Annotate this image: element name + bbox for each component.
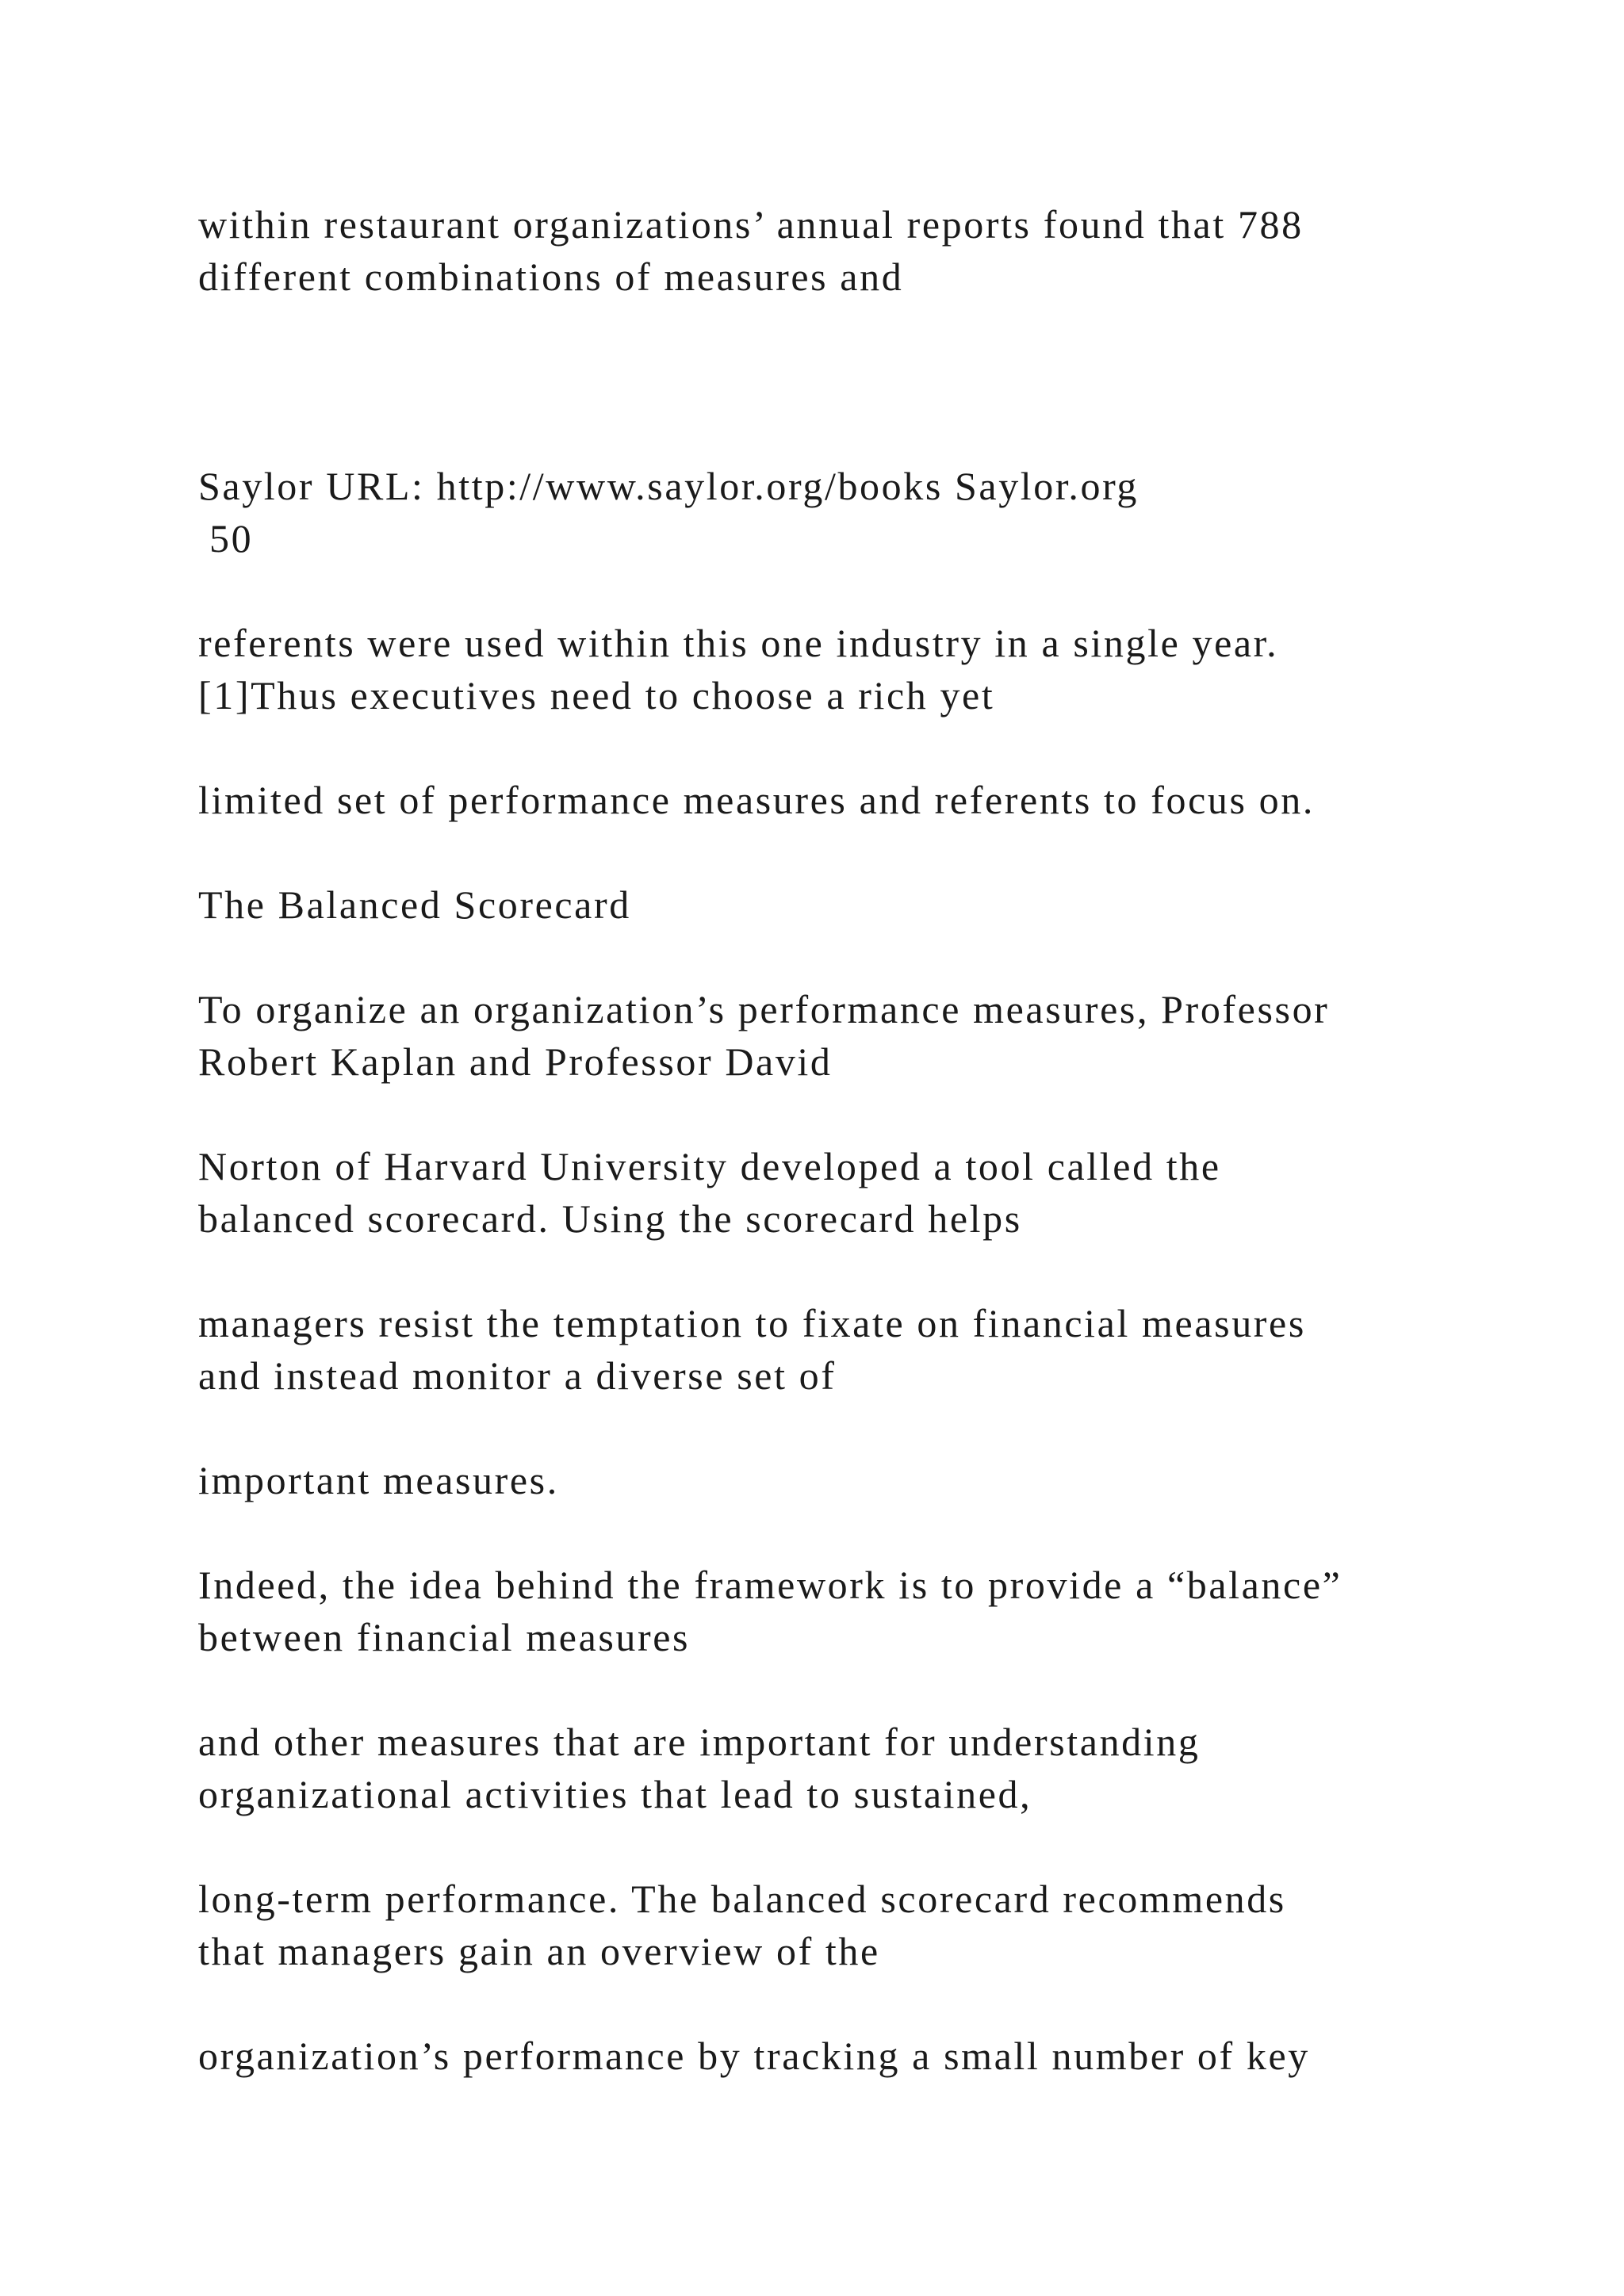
paragraph-other-measures bbox=[198, 1716, 1546, 1820]
text-line: To organize an organization’s performance measures, Professor bbox=[198, 987, 1330, 1031]
page-footer bbox=[198, 460, 1546, 564]
text-line: long-term performance. The balanced scorecard recommends bbox=[198, 1877, 1286, 1921]
text-line: managers resist the temptation to fixate on financial measures bbox=[198, 1301, 1306, 1345]
text-line: within restaurant organizations’ annual reports found that 788 bbox=[198, 202, 1304, 247]
text-line: referents were used within this one industry in a single year. bbox=[198, 621, 1279, 665]
text-line: different combinations of measures and bbox=[198, 254, 904, 299]
footer-source-url: Saylor URL: http://www.saylor.org/books Saylor.org bbox=[198, 464, 1139, 508]
paragraph-important-measures bbox=[198, 1454, 1546, 1506]
text-line: Indeed, the idea behind the framework is to provide a “balance” bbox=[198, 1563, 1342, 1607]
text-line: and instead monitor a diverse set of bbox=[198, 1353, 837, 1398]
text-line: balanced scorecard. Using the scorecard helps bbox=[198, 1196, 1022, 1241]
text-line: Norton of Harvard University developed a tool called the bbox=[198, 1144, 1221, 1188]
paragraph-long-term bbox=[198, 1873, 1546, 1977]
page-number: 50 bbox=[209, 516, 254, 561]
text-line: limited set of performance measures and referents to focus on. bbox=[198, 778, 1315, 822]
section-heading bbox=[198, 878, 1546, 931]
text-line: important measures. bbox=[198, 1458, 559, 1502]
text-line: between financial measures bbox=[198, 1615, 691, 1659]
text-line: Robert Kaplan and Professor David bbox=[198, 1039, 833, 1084]
paragraph-balance bbox=[198, 1559, 1546, 1663]
paragraph-referents bbox=[198, 617, 1546, 721]
paragraph-organize-measures bbox=[198, 983, 1546, 1088]
paragraph-restaurant-measures bbox=[198, 198, 1546, 303]
text-line: that managers gain an overview of the bbox=[198, 1929, 880, 1973]
text-line: organizational activities that lead to sustained, bbox=[198, 1772, 1032, 1816]
text-line: [1]Thus executives need to choose a rich yet bbox=[198, 673, 995, 718]
text-line: and other measures that are important for understanding bbox=[198, 1720, 1201, 1764]
heading-text: The Balanced Scorecard bbox=[198, 882, 631, 927]
paragraph-norton bbox=[198, 1140, 1546, 1245]
paragraph-tracking bbox=[198, 2030, 1546, 2082]
paragraph-limited-set bbox=[198, 774, 1546, 826]
text-line: organization’s performance by tracking a small number of key bbox=[198, 2034, 1310, 2078]
paragraph-managers-resist bbox=[198, 1297, 1546, 1402]
